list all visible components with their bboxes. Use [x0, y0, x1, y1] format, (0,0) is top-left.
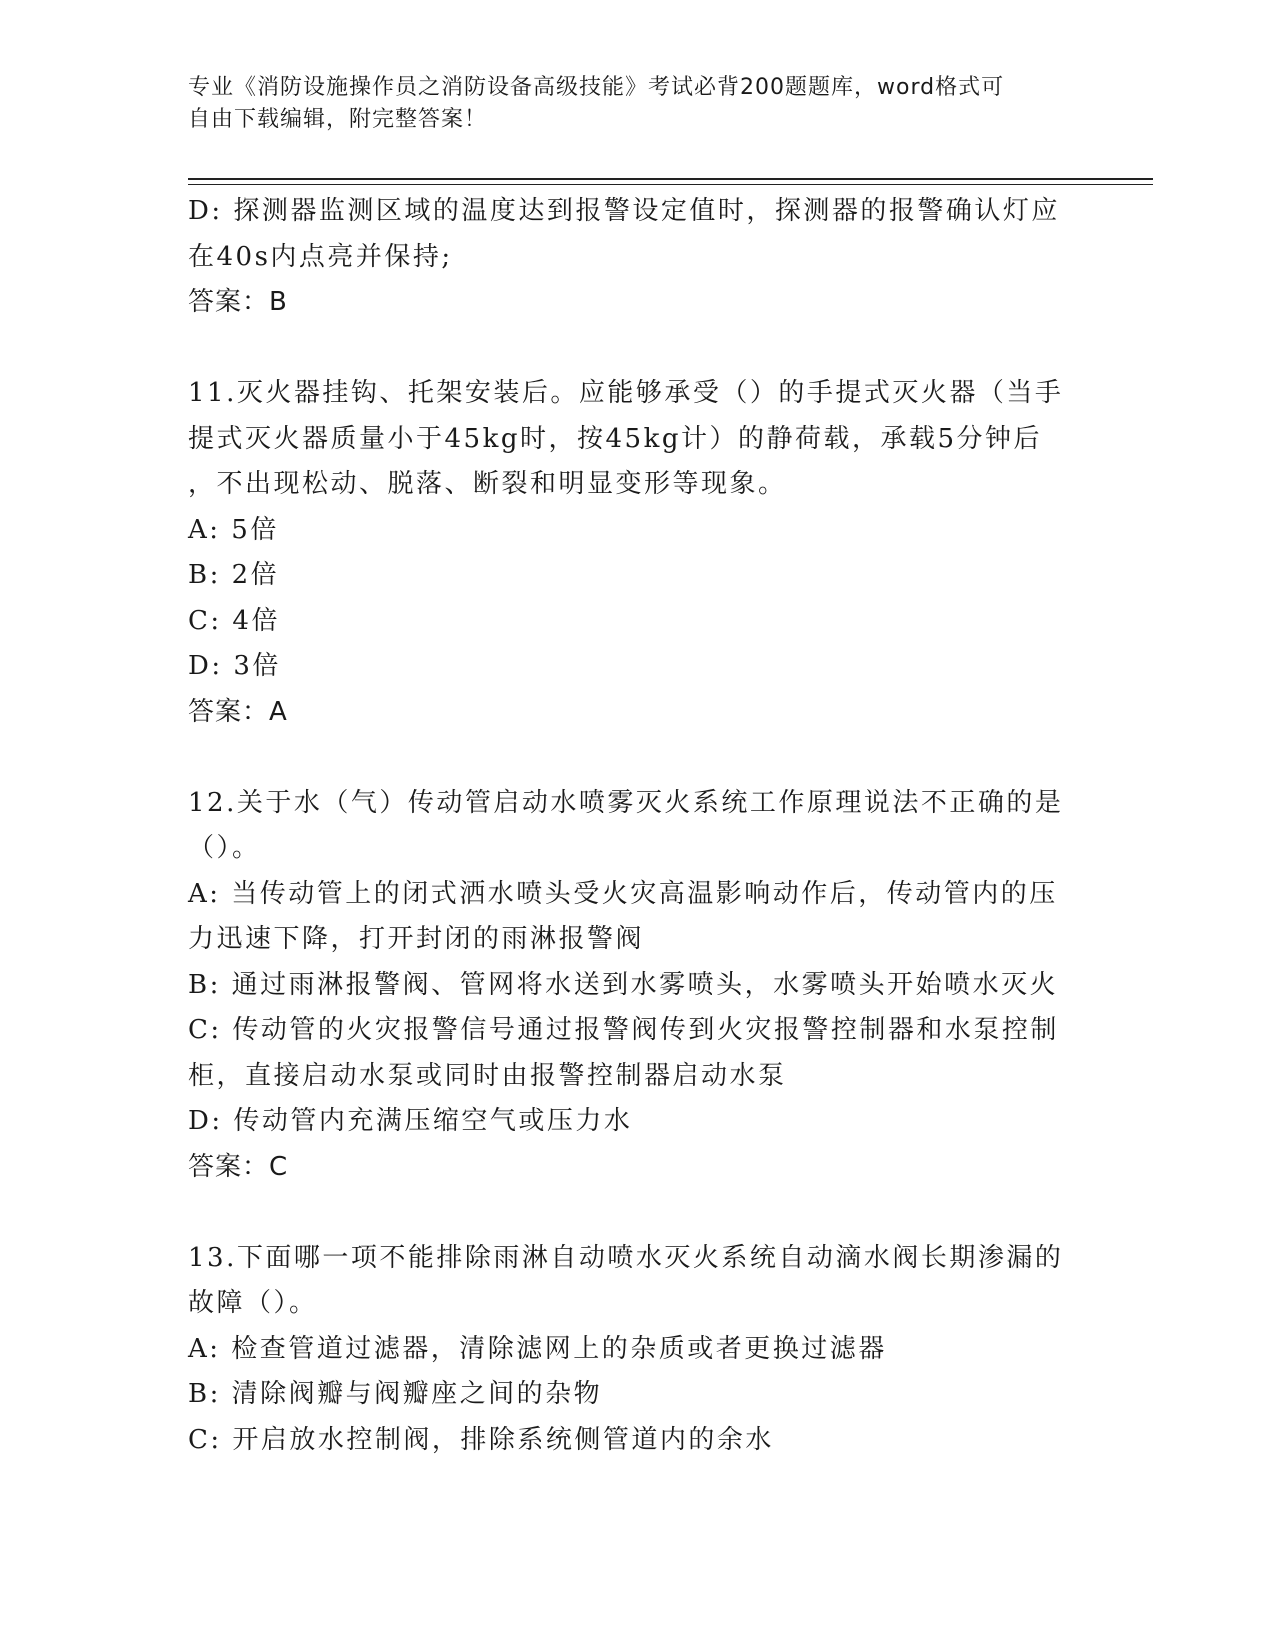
question-stem-continued: ，不出现松动、脱落、断裂和明显变形等现象。	[188, 469, 787, 499]
header-divider-thin	[188, 184, 1153, 185]
option-c: C: 4倍	[188, 605, 280, 636]
option-c: C: 传动管的火灾报警信号通过报警阀传到火灾报警控制器和水泵控制	[188, 1015, 1059, 1045]
question-11	[188, 371, 1068, 735]
option-c-continued: 柜，直接启动水泵或同时由报警控制器启动水泵	[188, 1060, 787, 1091]
answer: 答案：A	[188, 696, 288, 727]
answer: 答案：B	[188, 287, 288, 317]
spacer	[188, 326, 1068, 372]
option-d-continued: 在40s内点亮并保持;	[188, 241, 453, 272]
question-12	[188, 781, 1068, 1191]
question-list	[188, 189, 1068, 1463]
option-b: B: 2倍	[188, 560, 280, 590]
header-title-line1: 专业《消防设施操作员之消防设备高级技能》考试必背200题题库，word格式可	[188, 75, 1005, 100]
option-a: A: 当传动管上的闭式洒水喷头受火灾高温影响动作后，传动管内的压	[188, 878, 1058, 909]
question-stem-continued: 提式灭火器质量小于45kg时，按45kg计）的静荷载，承载5分钟后	[188, 423, 1043, 454]
question-stem: 11.灭火器挂钩、托架安装后。应能够承受（）的手提式灭火器（当手	[188, 378, 1064, 408]
question-stem: 13.下面哪一项不能排除雨淋自动喷水灭火系统自动滴水阀长期渗漏的	[188, 1242, 1064, 1273]
option-a: A: 5倍	[188, 514, 279, 545]
question-stem-continued: （）。	[188, 833, 261, 863]
option-a: A: 检查管道过滤器，清除滤网上的杂质或者更换过滤器	[188, 1333, 887, 1364]
option-b: B: 通过雨淋报警阀、管网将水送到水雾喷头，水雾喷头开始喷水灭火	[188, 969, 1059, 1000]
spacer	[188, 735, 1068, 781]
spacer	[188, 1190, 1068, 1236]
option-b: B: 清除阀瓣与阀瓣座之间的杂物	[188, 1379, 603, 1409]
option-d: D: 传动管内充满压缩空气或压力水	[188, 1106, 633, 1136]
option-a-continued: 力迅速下降，打开封闭的雨淋报警阀	[188, 924, 645, 954]
question-stem: 12.关于水（气）传动管启动水喷雾灭火系统工作原理说法不正确的是	[188, 787, 1064, 818]
option-d: D: 探测器监测区域的温度达到报警设定值时，探测器的报警确认灯应	[188, 196, 1060, 226]
question-stem-continued: 故障（）。	[188, 1288, 318, 1318]
header-divider-thick	[188, 178, 1153, 180]
question-previous	[188, 189, 1068, 326]
option-c: C: 开启放水控制阀，排除系统侧管道内的余水	[188, 1424, 774, 1455]
option-d: D: 3倍	[188, 651, 281, 681]
question-13	[188, 1236, 1068, 1464]
header-title-line2: 自由下载编辑，附完整答案！	[188, 107, 488, 132]
page-header	[188, 72, 1068, 136]
answer: 答案：C	[188, 1151, 289, 1182]
